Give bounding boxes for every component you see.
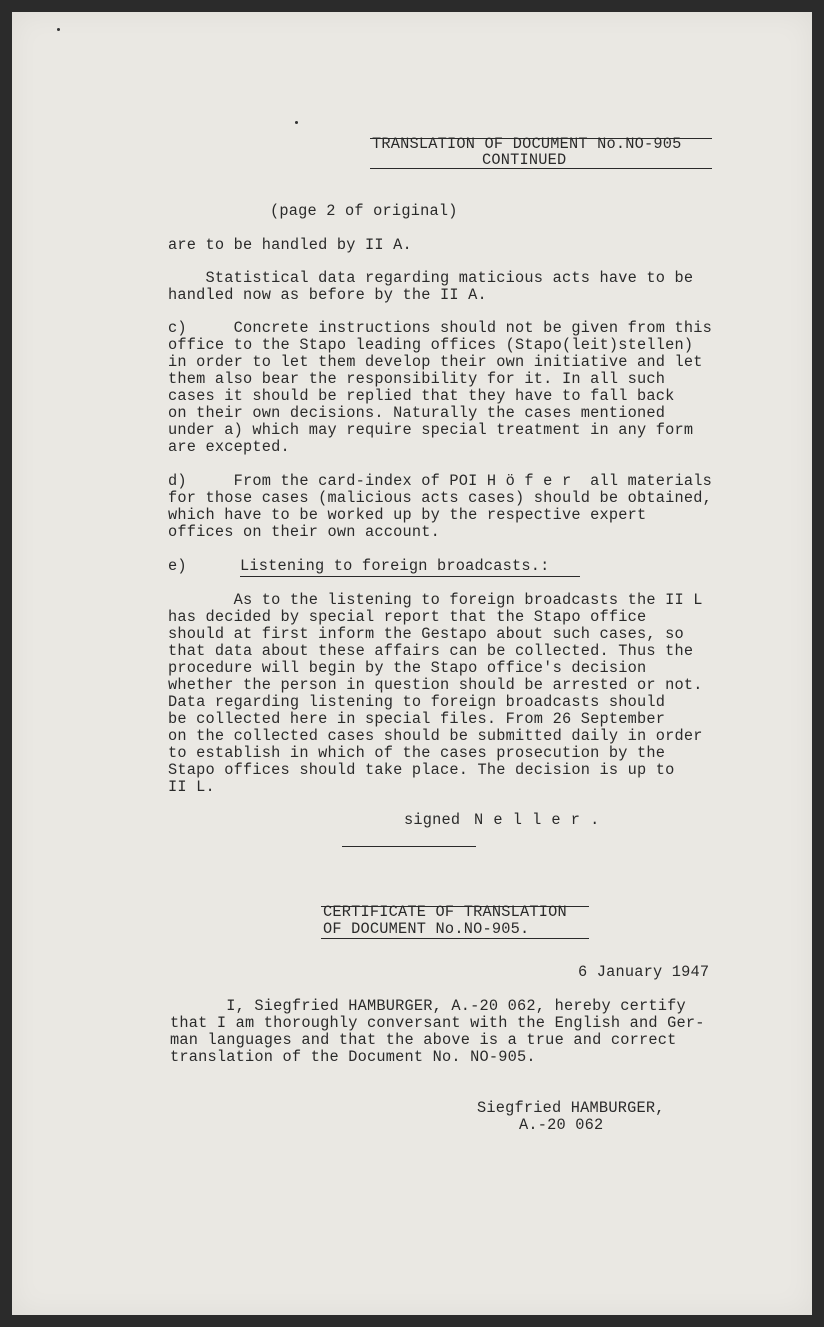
text-line: for those cases (malicious acts cases) should be obtained, [168, 489, 713, 507]
text-line: to establish in which of the cases prosecution by the [168, 744, 666, 762]
certificate-rule-bottom [321, 938, 589, 939]
header-title-line2: CONTINUED [482, 151, 567, 169]
header-rule-top [370, 138, 712, 139]
signature-rule [342, 846, 476, 847]
certificate-title-line2: OF DOCUMENT No.NO-905. [323, 920, 530, 938]
text-line: be collected here in special files. From 26 September [168, 710, 666, 728]
text-line: are excepted. [168, 438, 290, 456]
text-line: on their own decisions. Naturally the cases mentioned [168, 404, 666, 422]
text-line: Statistical data regarding maticious acts have to be [168, 269, 694, 287]
certificate-body: that I am thoroughly conversant with the English and Ger- [170, 1014, 705, 1032]
text-line: which have to be worked up by the respective expert [168, 506, 647, 524]
signature-prefix: signed [404, 811, 461, 829]
text-line: under a) which may require special treatment in any form [168, 421, 694, 439]
header-rule-bottom [370, 168, 712, 169]
text-line: that data about these affairs can be collected. Thus the [168, 642, 694, 660]
certificate-date: 6 January 1947 [578, 963, 710, 981]
text-line: are to be handled by II A. [168, 236, 412, 254]
certificate-body: translation of the Document No. NO-905. [170, 1048, 536, 1066]
document-page [12, 12, 812, 1315]
text-line: procedure will begin by the Stapo office's decision [168, 659, 647, 677]
text-line: should at first inform the Gestapo about such cases, so [168, 625, 684, 643]
signer-id: A.-20 062 [519, 1116, 604, 1134]
text-line: cases it should be replied that they have to fall back [168, 387, 675, 405]
header-title-line1: TRANSLATION OF DOCUMENT No.NO-905 [372, 135, 682, 153]
text-line: office to the Stapo leading offices (Stapo(leit)stellen) [168, 336, 694, 354]
ink-mark [295, 121, 298, 124]
text-line: in order to let them develop their own initiative and let [168, 353, 703, 371]
text-line: handled now as before by the II A. [168, 286, 487, 304]
section-label: e) [168, 557, 187, 575]
text-line: whether the person in question should be arrested or not. [168, 676, 703, 694]
text-line: on the collected cases should be submitted daily in order [168, 727, 703, 745]
certificate-body: man languages and that the above is a true and correct [170, 1031, 677, 1049]
certificate-body: I, Siegfried HAMBURGER, A.-20 062, hereby certify [170, 997, 686, 1015]
text-line: has decided by special report that the Stapo office [168, 608, 647, 626]
section-heading: Listening to foreign broadcasts.: [240, 557, 550, 575]
text-line: d) From the card-index of POI H ö f e r all materials [168, 472, 713, 490]
ink-mark [57, 28, 60, 31]
certificate-rule-top [321, 906, 589, 907]
signature-name: N e l l e r . [474, 811, 600, 829]
text-line: Data regarding listening to foreign broadcasts should [168, 693, 666, 711]
section-heading-underline [240, 576, 580, 577]
text-line: c) Concrete instructions should not be given from this [168, 319, 713, 337]
text-line: them also bear the responsibility for it. In all such [168, 370, 666, 388]
signer-name: Siegfried HAMBURGER, [477, 1099, 665, 1117]
text-line: offices on their own account. [168, 523, 441, 541]
text-line: Stapo offices should take place. The decision is up to [168, 761, 675, 779]
text-line: II L. [168, 778, 215, 796]
text-line: As to the listening to foreign broadcasts the II L [168, 591, 703, 609]
certificate-title-line1: CERTIFICATE OF TRANSLATION [323, 903, 567, 921]
page-note: (page 2 of original) [270, 202, 458, 220]
